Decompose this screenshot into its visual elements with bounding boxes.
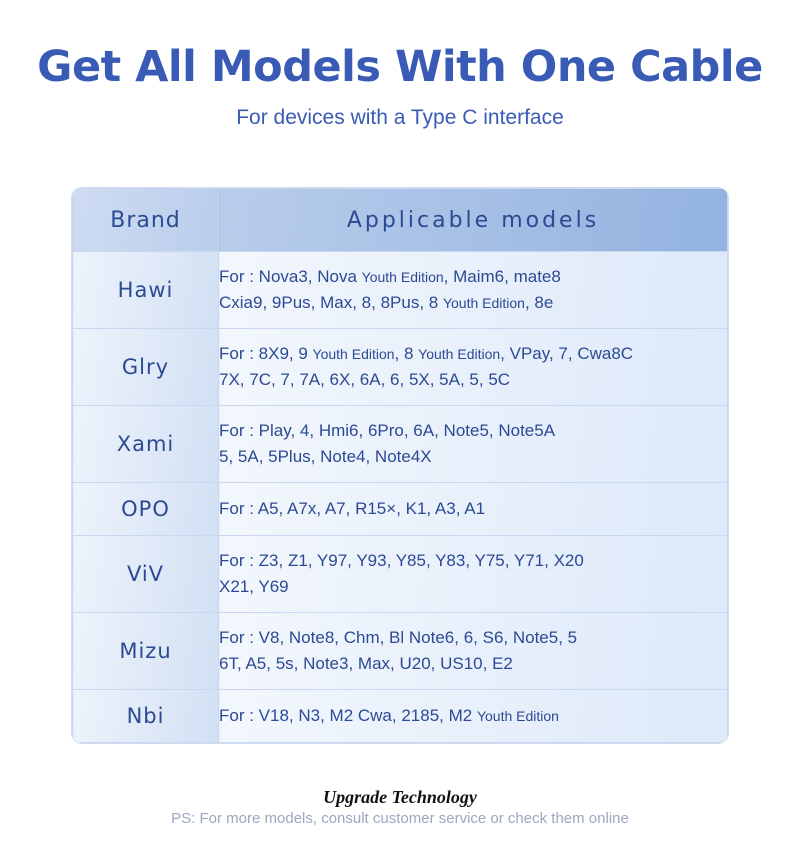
page-title: Get All Models With One Cable bbox=[37, 42, 763, 92]
table-row bbox=[73, 483, 728, 536]
models-text: , VPay, 7, Cwa8C bbox=[500, 343, 634, 363]
brand-cell: OPO bbox=[73, 483, 219, 536]
table-row bbox=[73, 252, 728, 329]
models-text: , 8 bbox=[394, 343, 419, 363]
brand-cell: Glry bbox=[73, 329, 219, 406]
models-cell bbox=[219, 536, 728, 613]
models-line bbox=[219, 703, 727, 729]
page-subtitle: For devices with a Type C interface bbox=[236, 106, 564, 129]
models-line bbox=[219, 574, 727, 600]
models-cell bbox=[219, 329, 728, 406]
models-text: 5, 5A, 5Plus, Note4, Note4X bbox=[219, 447, 432, 466]
models-text: 7X, 7C, 7, 7A, 6X, 6A, 6, 5X, 5A, 5, 5C bbox=[219, 370, 511, 389]
table-body bbox=[73, 189, 728, 743]
table-row bbox=[73, 536, 728, 613]
models-line bbox=[219, 496, 727, 522]
models-cell bbox=[219, 252, 728, 329]
models-text: For : V8, Note8, Chm, Bl Note6, 6, S6, Note5, 5 bbox=[219, 627, 578, 647]
models-text: , Maim6, mate8 bbox=[443, 266, 561, 286]
models-line bbox=[219, 264, 727, 290]
models-text: , 8e bbox=[524, 293, 554, 312]
models-text-secondary: Youth Edition bbox=[312, 345, 395, 362]
models-cell bbox=[219, 613, 728, 690]
models-text-secondary: Youth Edition bbox=[442, 295, 525, 311]
models-line bbox=[219, 625, 727, 651]
models-line bbox=[219, 444, 727, 470]
models-text: For : 8X9, 9 bbox=[219, 343, 313, 363]
models-table bbox=[72, 188, 728, 743]
poster-page bbox=[0, 42, 800, 842]
upgrade-tagline: Upgrade Technology bbox=[323, 787, 477, 807]
models-text: Cxia9, 9Pus, Max, 8, 8Pus, 8 bbox=[219, 293, 443, 312]
models-text: For : A5, A7x, A7, R15×, K1, A3, A1 bbox=[219, 498, 486, 518]
models-text: 6T, A5, 5s, Note3, Max, U20, US10, E2 bbox=[219, 654, 513, 673]
models-cell bbox=[219, 483, 728, 536]
models-text-secondary: Youth Edition bbox=[361, 268, 444, 285]
brand-cell: Hawi bbox=[73, 252, 219, 329]
models-text: For : Play, 4, Hmi6, 6Pro, 6A, Note5, Note5A bbox=[219, 420, 556, 440]
table-header-row bbox=[73, 189, 728, 252]
models-line bbox=[219, 548, 727, 574]
models-line bbox=[219, 290, 727, 316]
models-cell bbox=[219, 406, 728, 483]
brand-cell: Mizu bbox=[73, 613, 219, 690]
models-text: For : Z3, Z1, Y97, Y93, Y85, Y83, Y75, Y71, X20 bbox=[219, 550, 584, 570]
models-text-secondary: Youth Edition bbox=[418, 345, 501, 362]
table-row bbox=[73, 613, 728, 690]
table-row bbox=[73, 690, 728, 743]
column-header-models: Applicable models bbox=[219, 189, 728, 252]
brand-cell: Xami bbox=[73, 406, 219, 483]
brand-cell: Nbi bbox=[73, 690, 219, 743]
compatibility-table bbox=[72, 188, 728, 743]
table-row bbox=[73, 406, 728, 483]
models-line bbox=[219, 418, 727, 444]
models-line bbox=[219, 341, 727, 367]
models-text: For : Nova3, Nova bbox=[219, 266, 362, 286]
models-text: For : V18, N3, M2 Cwa, 2185, M2 bbox=[219, 705, 477, 725]
models-line bbox=[219, 367, 727, 393]
models-text-secondary: Youth Edition bbox=[476, 707, 559, 724]
models-line bbox=[219, 651, 727, 677]
models-text: X21, Y69 bbox=[219, 577, 289, 596]
brand-cell: ViV bbox=[73, 536, 219, 613]
models-cell bbox=[219, 690, 728, 743]
column-header-brand: Brand bbox=[73, 189, 219, 252]
table-row bbox=[73, 329, 728, 406]
footer-note: PS: For more models, consult customer service or check them online bbox=[171, 810, 629, 827]
